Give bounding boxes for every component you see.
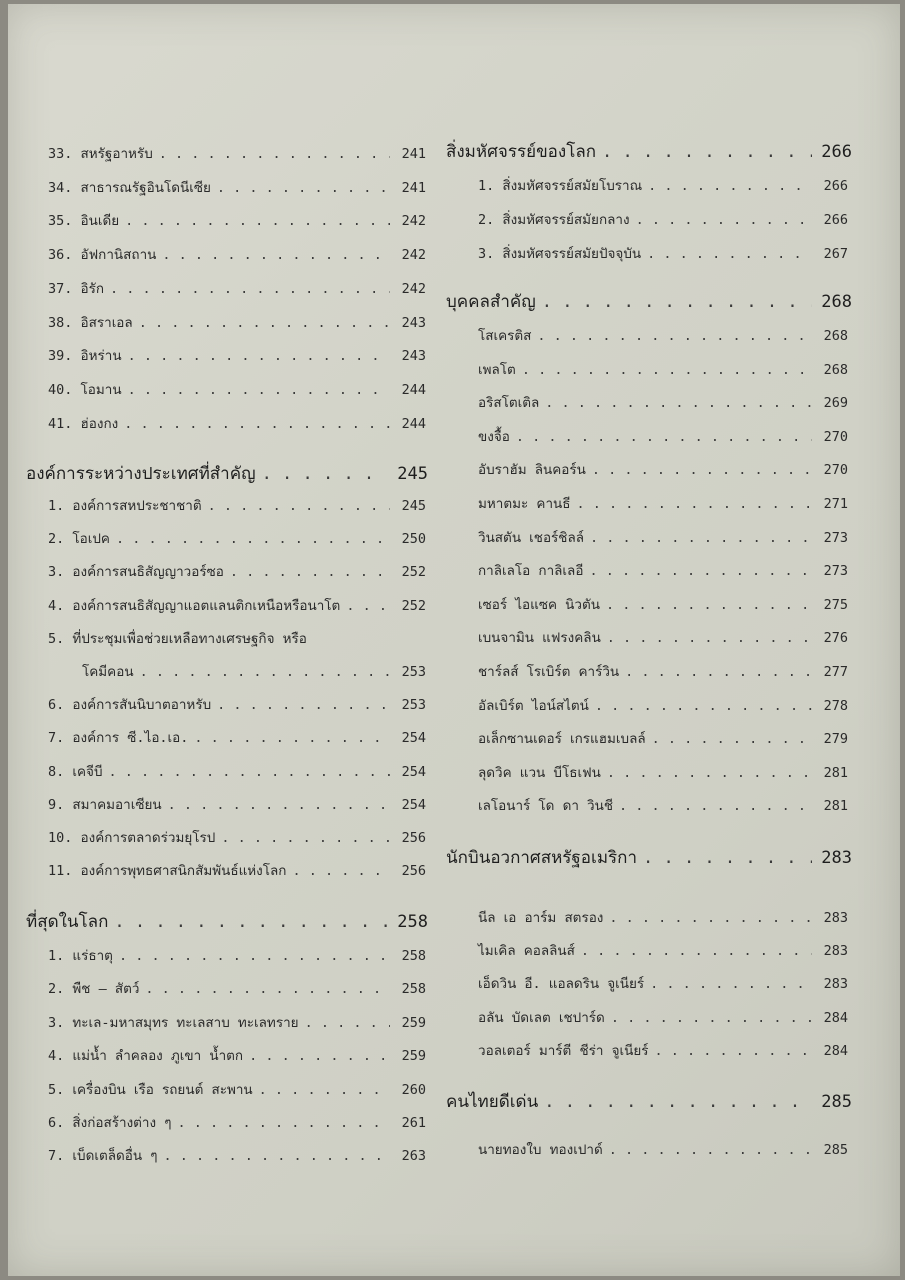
dot-leader — [542, 292, 812, 312]
toc-entry — [48, 311, 426, 333]
page-number: 284 — [823, 1009, 848, 1026]
dot-leader — [537, 328, 812, 344]
entry-title: 39. อิหร่าน — [48, 348, 122, 365]
dot-leader — [163, 1148, 390, 1164]
page-number: 267 — [823, 246, 848, 262]
dot-leader — [292, 863, 390, 879]
toc-entry — [478, 794, 848, 816]
page-number: 245 — [401, 498, 426, 514]
page-number: 271 — [823, 496, 848, 512]
page-number: 252 — [401, 597, 426, 614]
toc-entry — [48, 594, 426, 616]
entry-title: บุคคลสำคัญ — [446, 292, 536, 312]
toc-entry — [478, 1138, 848, 1160]
page-number: 254 — [401, 730, 426, 747]
dot-leader — [625, 664, 812, 680]
entry-title: อัลเบิร์ต ไอน์สไตน์ — [478, 697, 589, 714]
entry-title: 3. ทะเล-มหาสมุทร ทะเลสาบ ทะเลทราย — [48, 1014, 299, 1031]
toc-entry — [48, 859, 426, 881]
document-page — [8, 4, 900, 1276]
page-number: 242 — [401, 213, 426, 230]
toc-entry — [48, 726, 426, 748]
toc-entry — [478, 208, 848, 230]
entry-title: 10. องค์การตลาดร่วมยุโรป — [48, 830, 216, 846]
section-heading — [26, 460, 428, 487]
dot-leader — [619, 798, 812, 814]
toc-entry — [478, 1039, 848, 1061]
page-number: 242 — [401, 280, 426, 297]
toc-entry — [48, 494, 426, 516]
toc-entry — [478, 242, 848, 264]
page-number: 285 — [821, 1092, 852, 1112]
page-number: 270 — [823, 428, 848, 445]
toc-entry — [48, 944, 426, 966]
toc-entry — [478, 727, 848, 749]
entry-title: 2. สิ่งมหัศจรรย์สมัยกลาง — [478, 212, 630, 228]
entry-title: นีล เอ อาร์ม สตรอง — [478, 910, 604, 926]
toc-entry — [478, 972, 848, 994]
toc-entry — [478, 458, 848, 480]
entry-title: คนไทยดีเด่น — [446, 1092, 539, 1112]
toc-entry — [48, 627, 426, 649]
entry-title: 38. อิสราเอล — [48, 314, 133, 331]
entry-title: อเล็กซานเดอร์ เกรแฮมเบลล์ — [478, 731, 646, 748]
dot-leader — [606, 597, 812, 613]
entry-title: 33. สหรัฐอาหรับ — [48, 146, 153, 162]
entry-title: 37. อิรัก — [48, 280, 105, 297]
entry-title: 1. แร่ธาตุ — [48, 948, 113, 964]
toc-entry — [478, 939, 848, 961]
dot-leader — [194, 730, 390, 746]
page-number: 268 — [823, 328, 848, 344]
page-number: 283 — [823, 910, 848, 926]
page-number: 244 — [401, 381, 426, 398]
dot-leader — [230, 564, 390, 580]
entry-title: อลัน บัดเลต เชปาร์ด — [478, 1009, 605, 1026]
toc-entry — [48, 1111, 426, 1133]
entry-title: 8. เคจีบี — [48, 763, 103, 780]
dot-leader — [650, 976, 812, 992]
page-number: 284 — [823, 1042, 848, 1059]
page-number: 281 — [823, 764, 848, 781]
page-number: 276 — [823, 630, 848, 647]
dot-leader — [140, 664, 390, 680]
page-number: 258 — [401, 948, 426, 964]
page-number: 261 — [401, 1115, 426, 1131]
toc-entry — [48, 793, 426, 815]
entry-title: เอ็ดวิน อี. แอลดริน จูเนียร์ — [478, 976, 645, 993]
page-number: 243 — [401, 314, 426, 331]
dot-leader — [652, 731, 812, 747]
dot-leader — [648, 178, 812, 194]
entry-title: เพลโต — [478, 361, 516, 378]
dot-leader — [522, 362, 812, 378]
dot-leader — [162, 247, 390, 263]
dot-leader — [259, 1082, 390, 1098]
entry-title: 2. โอเปค — [48, 531, 110, 548]
entry-title: วินสตัน เชอร์ชิลล์ — [478, 529, 585, 546]
dot-leader — [589, 563, 812, 579]
dot-leader — [145, 981, 390, 997]
toc-entry — [48, 1078, 426, 1100]
dot-leader — [643, 848, 812, 868]
page-number: 250 — [401, 531, 426, 548]
toc-entry — [478, 526, 848, 548]
dot-leader — [125, 213, 390, 229]
toc-entry — [48, 1011, 426, 1033]
page-number: 277 — [823, 664, 848, 680]
dot-leader — [124, 416, 390, 432]
page-number: 275 — [823, 596, 848, 613]
entry-title: เบนจามิน แฟรงคลิน — [478, 630, 601, 647]
toc-entry — [48, 977, 426, 999]
page-number: 270 — [823, 462, 848, 479]
entry-title: 6. สิ่งก่อสร้างต่าง ๆ — [48, 1115, 172, 1131]
page-number: 266 — [823, 178, 848, 194]
entry-title: 40. โอมาน — [48, 381, 122, 398]
dot-leader — [262, 464, 388, 484]
entry-title: 35. อินเดีย — [48, 213, 120, 230]
toc-entry — [48, 344, 426, 366]
page-number: 243 — [401, 348, 426, 365]
page-number: 278 — [823, 697, 848, 714]
toc-entry — [478, 425, 848, 447]
page-number: 252 — [401, 564, 426, 581]
page-number: 263 — [401, 1148, 426, 1165]
page-number: 281 — [823, 798, 848, 815]
entry-title: องค์การระหว่างประเทศที่สำคัญ — [26, 464, 256, 484]
entry-title: ที่สุดในโลก — [26, 912, 109, 932]
page-number: 266 — [823, 212, 848, 228]
dot-leader — [114, 912, 388, 932]
toc-entry — [48, 560, 426, 582]
toc-entry — [478, 761, 848, 783]
entry-title: อับราฮัม ลินคอร์น — [478, 462, 586, 479]
dot-leader — [110, 281, 390, 297]
entry-title: 6. องค์การสันนิบาตอาหรับ — [48, 697, 212, 714]
toc-entry — [478, 492, 848, 514]
page-number: 283 — [823, 976, 848, 993]
toc-entry — [48, 1144, 426, 1166]
dot-leader — [609, 1142, 812, 1158]
entry-title: 1. องค์การสหประชาชาติ — [48, 498, 202, 514]
entry-title: สิ่งมหัศจรรย์ของโลก — [446, 142, 597, 162]
page-number: 268 — [823, 361, 848, 378]
entry-title: 41. ฮ่องกง — [48, 415, 119, 432]
dot-leader — [544, 1092, 812, 1112]
page-number: 244 — [401, 415, 426, 432]
dot-leader — [611, 1010, 812, 1026]
toc-entry — [478, 174, 848, 196]
dot-leader — [139, 315, 390, 331]
entry-title: 1. สิ่งมหัศจรรย์สมัยโบราณ — [478, 178, 643, 194]
toc-entry — [48, 243, 426, 265]
entry-title: นักบินอวกาศสหรัฐอเมริกา — [446, 848, 638, 868]
section-heading — [446, 288, 852, 315]
toc-entry — [478, 906, 848, 928]
toc-entry — [48, 527, 426, 549]
entry-title: โคมีคอน — [82, 664, 134, 680]
dot-leader — [208, 498, 390, 514]
dot-leader — [595, 698, 812, 714]
page-number: 256 — [401, 830, 426, 846]
page-number: 253 — [401, 697, 426, 714]
section-heading — [446, 1088, 852, 1115]
page-number: 273 — [823, 529, 848, 546]
page-number: 258 — [397, 912, 428, 932]
toc-entry — [48, 760, 426, 782]
toc-entry — [478, 593, 848, 615]
page-number: 241 — [401, 146, 426, 162]
page-number: 241 — [401, 179, 426, 196]
toc-entry — [48, 693, 426, 715]
dot-leader — [177, 1115, 390, 1131]
dot-leader — [592, 462, 812, 478]
entry-title: นายทองใบ ทองเปาด์ — [478, 1142, 603, 1158]
toc-entry — [48, 1044, 426, 1066]
toc-entry — [82, 660, 426, 682]
page-number: 260 — [401, 1081, 426, 1098]
toc-entry — [478, 559, 848, 581]
entry-title: 4. แม่น้ำ ลำคลอง ภูเขา น้ำตก — [48, 1048, 244, 1065]
entry-title: 2. พืช – สัตว์ — [48, 981, 140, 998]
page-number: 254 — [401, 763, 426, 780]
page-number: 253 — [401, 664, 426, 680]
page-number: 285 — [823, 1142, 848, 1158]
dot-leader — [128, 382, 390, 398]
entry-title: วอลเตอร์ มาร์ตี ชีร่า จูเนียร์ — [478, 1042, 649, 1059]
dot-leader — [221, 830, 390, 846]
toc-entry — [478, 660, 848, 682]
entry-title: ลุดวิค แวน บีโธเฟน — [478, 764, 601, 781]
dot-leader — [249, 1048, 390, 1064]
page-number: 273 — [823, 563, 848, 580]
page-number: 245 — [397, 464, 428, 484]
dot-leader — [116, 531, 390, 547]
page-number: 283 — [823, 943, 848, 960]
page-number: 266 — [821, 142, 852, 162]
page-number: 279 — [823, 731, 848, 748]
dot-leader — [305, 1015, 390, 1031]
entry-title: 5. ที่ประชุมเพื่อช่วยเหลือทางเศรษฐกิจ หรือ — [48, 630, 307, 647]
entry-title: 34. สาธารณรัฐอินโดนีเซีย — [48, 179, 211, 196]
section-heading — [26, 908, 428, 935]
toc-entry — [478, 694, 848, 716]
page-number: 259 — [401, 1048, 426, 1065]
dot-leader — [516, 429, 812, 445]
toc-entry — [478, 626, 848, 648]
dot-leader — [607, 630, 812, 646]
entry-title: อริสโตเติล — [478, 395, 540, 412]
page-number: 242 — [401, 247, 426, 264]
dot-leader — [607, 765, 812, 781]
dot-leader — [217, 697, 390, 713]
page-number: 254 — [401, 796, 426, 813]
toc-entry — [48, 412, 426, 434]
entry-title: เลโอนาร์ โด ดา วินชี — [478, 798, 614, 815]
dot-leader — [581, 943, 812, 959]
page-number: 269 — [823, 395, 848, 412]
toc-entry — [478, 358, 848, 380]
entry-title: โสเครติส — [478, 328, 532, 344]
toc-entry — [48, 142, 426, 164]
entry-title: เซอร์ ไอแซค นิวตัน — [478, 596, 600, 613]
entry-title: ไมเคิล คอลลินส์ — [478, 943, 575, 960]
entry-title: 11. องค์การพุทธศาสนิกสัมพันธ์แห่งโลก — [48, 863, 287, 880]
dot-leader — [346, 598, 390, 614]
toc-entry — [48, 277, 426, 299]
entry-title: มหาตมะ คานธี — [478, 496, 571, 512]
dot-leader — [577, 496, 812, 512]
page-number: 256 — [401, 863, 426, 880]
entry-title: 3. สิ่งมหัศจรรย์สมัยปัจจุบัน — [478, 246, 642, 262]
dot-leader — [590, 530, 812, 546]
dot-leader — [545, 395, 812, 411]
dot-leader — [655, 1043, 813, 1059]
page-number: 259 — [401, 1014, 426, 1031]
entry-title: 3. องค์การสนธิสัญญาวอร์ซอ — [48, 564, 224, 581]
toc-entry — [478, 1006, 848, 1028]
entry-title: 9. สมาคมอาเซียน — [48, 796, 162, 813]
dot-leader — [128, 348, 390, 364]
entry-title: 4. องค์การสนธิสัญญาแอตแลนติกเหนือหรือนาโต — [48, 597, 341, 614]
entry-title: 7. องค์การ ซี.ไอ.เอ. — [48, 730, 189, 747]
section-heading — [446, 844, 852, 871]
entry-title: 5. เครื่องบิน เรือ รถยนต์ สะพาน — [48, 1081, 253, 1098]
page-number: 283 — [821, 848, 852, 868]
dot-leader — [159, 146, 390, 162]
entry-title: 36. อัฟกานิสถาน — [48, 247, 157, 264]
page-number: 258 — [401, 981, 426, 998]
entry-title: 7. เบ็ดเตล็ดอื่น ๆ — [48, 1148, 158, 1165]
entry-title: กาลิเลโอ กาลิเลอี — [478, 563, 584, 580]
entry-title: ชาร์ลส์ โรเบิร์ต คาร์วิน — [478, 664, 620, 680]
toc-entry — [48, 209, 426, 231]
dot-leader — [119, 948, 390, 964]
toc-entry — [478, 391, 848, 413]
page-number: 268 — [821, 292, 852, 312]
toc-entry — [48, 176, 426, 198]
toc-entry — [478, 324, 848, 346]
section-heading — [446, 138, 852, 165]
toc-entry — [48, 826, 426, 848]
dot-leader — [109, 764, 390, 780]
dot-leader — [647, 246, 812, 262]
dot-leader — [168, 797, 390, 813]
dot-leader — [636, 212, 812, 228]
dot-leader — [217, 180, 390, 196]
dot-leader — [602, 142, 812, 162]
toc-entry — [48, 378, 426, 400]
dot-leader — [609, 910, 812, 926]
entry-title: ขงจื้อ — [478, 428, 510, 445]
